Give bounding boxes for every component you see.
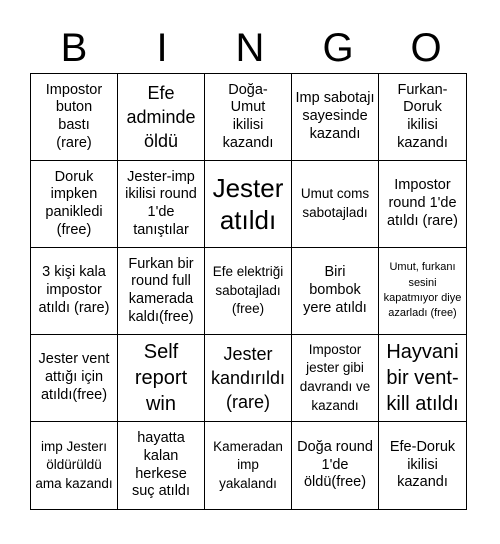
bingo-cell-22[interactable]: [118, 422, 205, 509]
bingo-cell-24[interactable]: [292, 422, 379, 509]
bingo-cell-text: Jester-imp ikilisi round 1'de tanıştılar: [125, 168, 197, 238]
bingo-cell-4[interactable]: [292, 74, 379, 161]
bingo-cell-19[interactable]: [292, 335, 379, 422]
bingo-cell-3[interactable]: [205, 74, 292, 161]
bingo-cell-9[interactable]: [292, 161, 379, 248]
bingo-cell-text: imp Jesterı öldürüldü ama kazandı: [35, 438, 113, 491]
bingo-cell-15[interactable]: [379, 248, 466, 335]
bingo-cell-25[interactable]: [379, 422, 466, 509]
bingo-cell-text: Impostor buton bastı (rare): [45, 81, 103, 151]
bingo-cell-text: Doruk impken panikledi (free): [45, 168, 103, 238]
bingo-cell-text: Umut, furkanı sesini kapatmıyor diye azarladı (free): [383, 261, 462, 320]
bingo-cell-21[interactable]: [31, 422, 118, 509]
bingo-cell-17[interactable]: [118, 335, 205, 422]
header-letter-i: I: [156, 25, 168, 70]
bingo-cell-text: Biri bombok yere atıldı: [303, 264, 367, 316]
bingo-cell-text: Jester vent attığı için atıldı(free): [38, 351, 110, 403]
bingo-cell-text: Self report win: [134, 341, 188, 415]
bingo-cell-text: Jester kandırıldı (rare): [210, 343, 286, 413]
bingo-cell-10[interactable]: [379, 161, 466, 248]
bingo-cell-text: Efe-Doruk ikilisi kazandı: [389, 438, 456, 491]
bingo-cell-1[interactable]: [31, 74, 118, 161]
bingo-cell-text: 3 kişi kala impostor atıldı (rare): [38, 264, 110, 316]
bingo-header: [30, 24, 470, 72]
bingo-cell-text: Imp sabotajı sayesinde kazandı: [295, 90, 375, 142]
bingo-board: [30, 73, 467, 510]
header-letter-o: O: [410, 25, 442, 70]
bingo-cell-18[interactable]: [205, 335, 292, 422]
bingo-cell-13[interactable]: [205, 248, 292, 335]
header-letter-b: B: [60, 25, 88, 70]
header-letter-n: N: [235, 25, 265, 70]
bingo-cell-8[interactable]: [205, 161, 292, 248]
bingo-cell-16[interactable]: [31, 335, 118, 422]
bingo-cell-text: Furkan-Doruk ikilisi kazandı: [397, 81, 448, 151]
bingo-cell-text: Kameradan imp yakalandı: [213, 438, 283, 491]
bingo-cell-text: Hayvani bir vent-kill atıldı: [386, 341, 459, 415]
bingo-cell-text: Umut coms sabotajladı: [300, 186, 370, 220]
bingo-cell-text: Jester atıldı: [212, 172, 284, 235]
header-letter-g: G: [322, 25, 354, 70]
bingo-cell-text: hayatta kalan herkese suç atıldı: [131, 430, 191, 500]
bingo-cell-23[interactable]: [205, 422, 292, 509]
bingo-cell-text: Impostor jester gibi davrandı ve kazandı: [299, 341, 371, 413]
bingo-cell-14[interactable]: [292, 248, 379, 335]
bingo-cell-text: Doğa round 1'de öldü(free): [297, 438, 373, 491]
bingo-cell-text: Efe adminde öldü: [126, 82, 196, 152]
bingo-cell-11[interactable]: [31, 248, 118, 335]
bingo-cell-text: Doğa-Umut ikilisi kazandı: [222, 81, 274, 151]
bingo-cell-text: Efe elektriği sabotajladı (free): [212, 264, 284, 317]
bingo-cell-text: Furkan bir round full kamerada kaldı(free): [128, 255, 194, 325]
bingo-cell-6[interactable]: [31, 161, 118, 248]
bingo-cell-5[interactable]: [379, 74, 466, 161]
bingo-cell-text: Impostor round 1'de atıldı (rare): [387, 177, 458, 229]
bingo-cell-7[interactable]: [118, 161, 205, 248]
bingo-cell-20[interactable]: [379, 335, 466, 422]
bingo-cell-12[interactable]: [118, 248, 205, 335]
bingo-cell-2[interactable]: [118, 74, 205, 161]
